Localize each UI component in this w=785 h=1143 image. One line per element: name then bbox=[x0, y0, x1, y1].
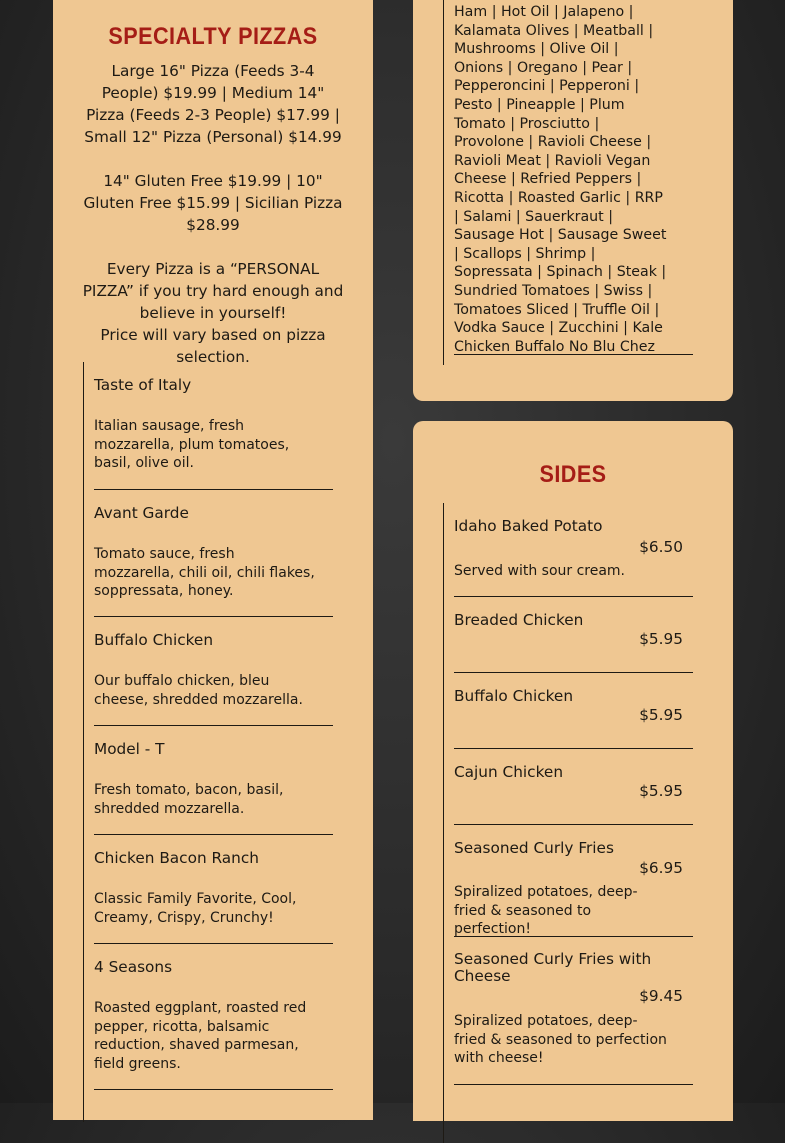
item-price: $9.45 bbox=[639, 987, 683, 1005]
specialty-pizzas-panel bbox=[53, 0, 373, 1120]
sides-heading: SIDES bbox=[539, 461, 607, 488]
menu-item[interactable] bbox=[94, 617, 333, 726]
item-description: Fresh tomato, bacon, basil, shredded mozzarella. bbox=[94, 782, 284, 817]
menu-item[interactable] bbox=[94, 362, 333, 490]
item-price: $6.50 bbox=[639, 538, 683, 556]
item-name: Avant Garde bbox=[94, 504, 189, 522]
item-description: Served with sour cream. bbox=[454, 563, 626, 579]
item-name: Buffalo Chicken bbox=[454, 687, 574, 705]
item-name: Chicken Bacon Ranch bbox=[94, 849, 259, 867]
item-description: Spiralized potatoes, deep-fried & seasoned to perfection with cheese! bbox=[454, 1013, 667, 1066]
item-price: $5.95 bbox=[639, 706, 683, 724]
item-name: Seasoned Curly Fries bbox=[454, 839, 614, 857]
toppings-list-text: Ham | Hot Oil | Jalapeno | Kalamata Olives | Meatball | Mushrooms | Olive Oil | Onions | Oregano | Pear | Pepperoncini | Pepperoni | Pesto | Pineapple | Plum Tomato | Prosciutto | Provolone | Ravioli Cheese | Ravioli Meat | Ravioli Vegan Cheese | Refried Peppers | Ricotta | Roasted Garlic | RRP | Salami | Sauerkraut | Sausage Hot | Sausage Sweet | Scallops | Shrimp | Sopressata | Spinach | Steak | Sundried Tomatoes | Swiss | Tomatoes Sliced | Truffle Oil | Vodka Sauce | Zucchini | Kale Chicken Buffalo No Blu Chez bbox=[454, 4, 667, 355]
item-price: $6.95 bbox=[639, 859, 683, 877]
item-name: Idaho Baked Potato bbox=[454, 517, 603, 535]
menu-item[interactable] bbox=[94, 835, 333, 944]
menu-item[interactable] bbox=[454, 825, 693, 937]
item-name: Seasoned Curly Fries with Cheese bbox=[454, 950, 652, 985]
specialty-pizza-list bbox=[83, 362, 333, 1122]
gluten-free-text: 14" Gluten Free $19.99 | 10" Gluten Free $15.99 | Sicilian Pizza $28.99 bbox=[83, 172, 343, 234]
item-description: Spiralized potatoes, deep-fried & seasoned to perfection! bbox=[454, 884, 638, 937]
item-description: Tomato sauce, fresh mozzarella, chili oil, chili flakes, soppressata, honey. bbox=[94, 546, 315, 599]
menu-item[interactable] bbox=[454, 749, 693, 825]
item-name: Model - T bbox=[94, 740, 165, 758]
pizza-sizes-intro bbox=[81, 60, 345, 368]
menu-item[interactable] bbox=[454, 503, 693, 597]
item-price: $5.95 bbox=[639, 630, 683, 648]
sides-list bbox=[443, 503, 693, 1143]
menu-item[interactable] bbox=[454, 937, 693, 1085]
item-description: Roasted eggplant, roasted red pepper, ricotta, balsamic reduction, shaved parmesan, field greens. bbox=[94, 1000, 307, 1072]
item-name: Cajun Chicken bbox=[454, 763, 564, 781]
specialty-pizzas-heading: SPECIALTY PIZZAS bbox=[108, 23, 318, 50]
menu-item[interactable] bbox=[94, 944, 333, 1090]
item-price: $5.95 bbox=[639, 782, 683, 800]
toppings-bottom-rule bbox=[454, 354, 693, 355]
item-name: 4 Seasons bbox=[94, 958, 173, 976]
item-name: Buffalo Chicken bbox=[94, 631, 214, 649]
item-name: Breaded Chicken bbox=[454, 611, 584, 629]
item-description: Italian sausage, fresh mozzarella, plum tomatoes, basil, olive oil. bbox=[94, 418, 290, 471]
menu-item[interactable] bbox=[454, 597, 693, 673]
personal-pizza-text: Every Pizza is a “PERSONAL PIZZA” if you try hard enough and believe in yourself! bbox=[82, 260, 344, 322]
pizza-sizes-text: Large 16" Pizza (Feeds 3-4 People) $19.99 | Medium 14" Pizza (Feeds 2-3 People) $17.99 | Small 12" Pizza (Personal) $14.99 bbox=[84, 62, 342, 146]
menu-item[interactable] bbox=[94, 490, 333, 617]
toppings-divider-line bbox=[443, 0, 444, 365]
menu-item[interactable] bbox=[94, 726, 333, 835]
item-name: Taste of Italy bbox=[94, 376, 192, 394]
item-description: Classic Family Favorite, Cool, Creamy, Crispy, Crunchy! bbox=[94, 891, 297, 926]
sides-panel bbox=[413, 421, 733, 1121]
price-note-text: Price will vary based on pizza selection. bbox=[100, 326, 326, 366]
item-description: Our buffalo chicken, bleu cheese, shredded mozzarella. bbox=[94, 673, 303, 708]
menu-item[interactable] bbox=[454, 673, 693, 749]
